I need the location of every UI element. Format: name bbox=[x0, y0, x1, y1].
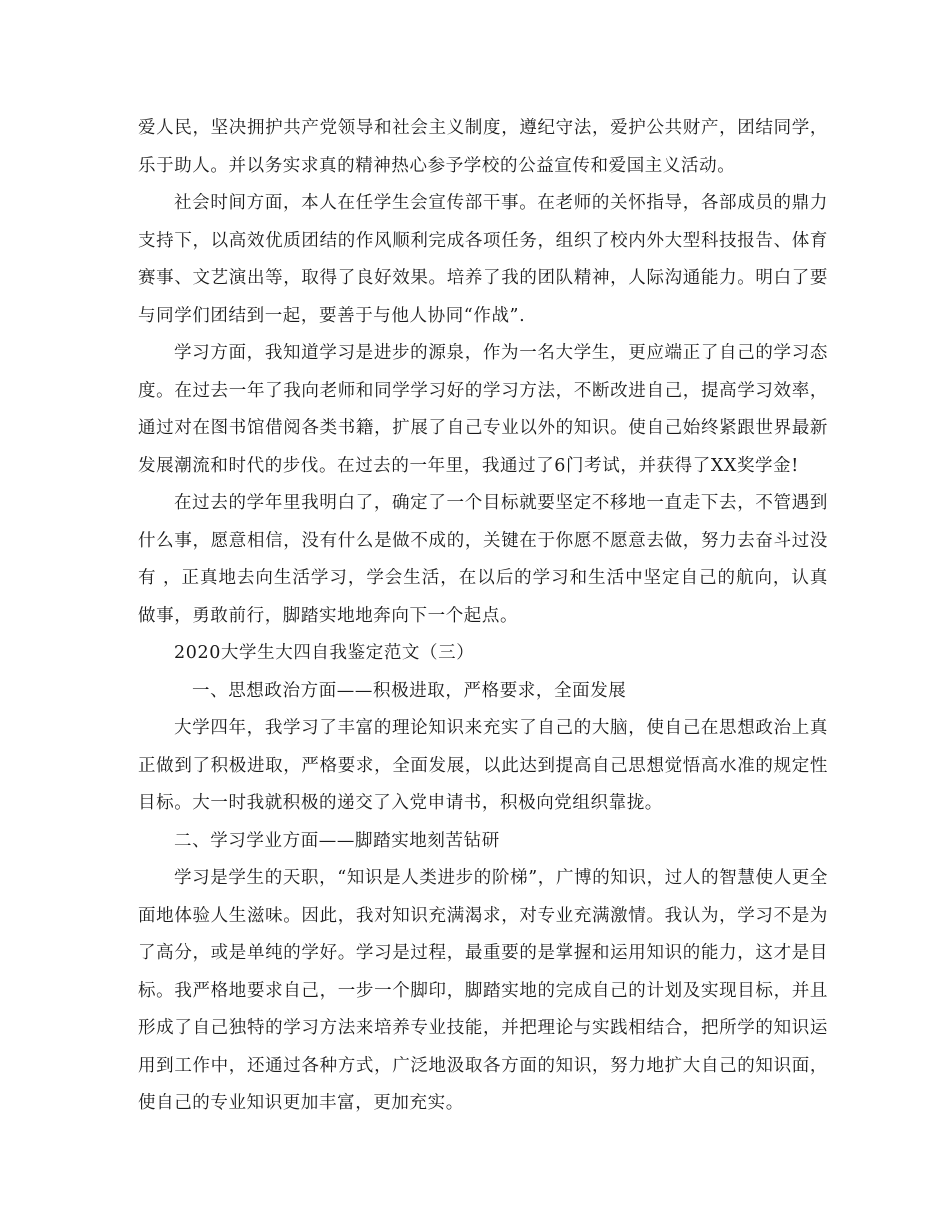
paragraph-study: 学习方面，我知道学习是进步的源泉，作为一名大学生，更应端正了自己的学习态度。在过去一年了我向老师和同学学习好的学习方法，不断改进自己，提高学习效率，通过对在图书馆借阅各类书籍，扩展了自己专业以外的知识。使自己始终紧跟世界最新发展潮流和时代的步伐。在过去的一年里，我通过了6门考试，并获得了XX奖学金! bbox=[138, 343, 828, 476]
paragraph-social-practice: 社会时间方面，本人在任学生会宣传部干事。在老师的关怀指导，各部成员的鼎力支持下，以高效优质团结的作风顺利完成各项任务，组织了校内外大型科技报告、体育赛事、文艺演出等，取得了良好效果。培养了我的团队精神，人际沟通能力。明白了要与同学们团结到一起，要善于与他人协同“作战”. bbox=[138, 193, 828, 326]
paragraph-continuation: 爱人民，坚决拥护共产党领导和社会主义制度，遵纪守法，爱护公共财产，团结同学，乐于助人。并以务实求真的精神热心参予学校的公益宣传和爱国主义活动。 bbox=[138, 118, 828, 176]
section-title: 2020大学生大四自我鉴定范文（三） bbox=[174, 643, 475, 663]
paragraph-academic: 学习是学生的天职，“知识是人类进步的阶梯”，广博的知识，过人的智慧使人更全面地体验人生滋味。因此，我对知识充满渴求，对专业充满激情。我认为，学习不是为了高分，或是单纯的学好。学习是过程，最重要的是掌握和运用知识的能力，这才是目标。我严格地要求自己，一步一个脚印，脚踏实地的完成自己的计划及实现目标，并且形成了自己独特的学习方法来培养专业技能，并把理论与实践相结合，把所学的知识运用到工作中，还通过各种方式，广泛地汲取各方面的知识，努力地扩大自己的知识面，使自己的专业知识更加丰富，更加充实。 bbox=[138, 868, 828, 1113]
heading-political: 一、思想政治方面——积极进取，严格要求，全面发展 bbox=[192, 680, 627, 701]
heading-academic: 二、学习学业方面——脚踏实地刻苦钻研 bbox=[174, 830, 500, 851]
paragraph-reflection: 在过去的学年里我明白了，确定了一个目标就要坚定不移地一直走下去，不管遇到什么事，愿意相信，没有什么是做不成的，关键在于你愿不愿意去做，努力去奋斗过没有 ，正真地去向生活学习，学会生活，在以后的学习和生活中坚定自己的航向，认真做事，勇敢前行，脚踏实地地奔向下一个起点。 bbox=[138, 493, 828, 626]
paragraph-political: 大学四年，我学习了丰富的理论知识来充实了自己的大脑，使自己在思想政治上真正做到了积极进取，严格要求，全面发展，以此达到提高自己思想觉悟高水准的规定性目标。大一时我就积极的递交了入党申请书，积极向党组织靠拢。 bbox=[138, 718, 828, 813]
document-body bbox=[138, 110, 828, 1123]
